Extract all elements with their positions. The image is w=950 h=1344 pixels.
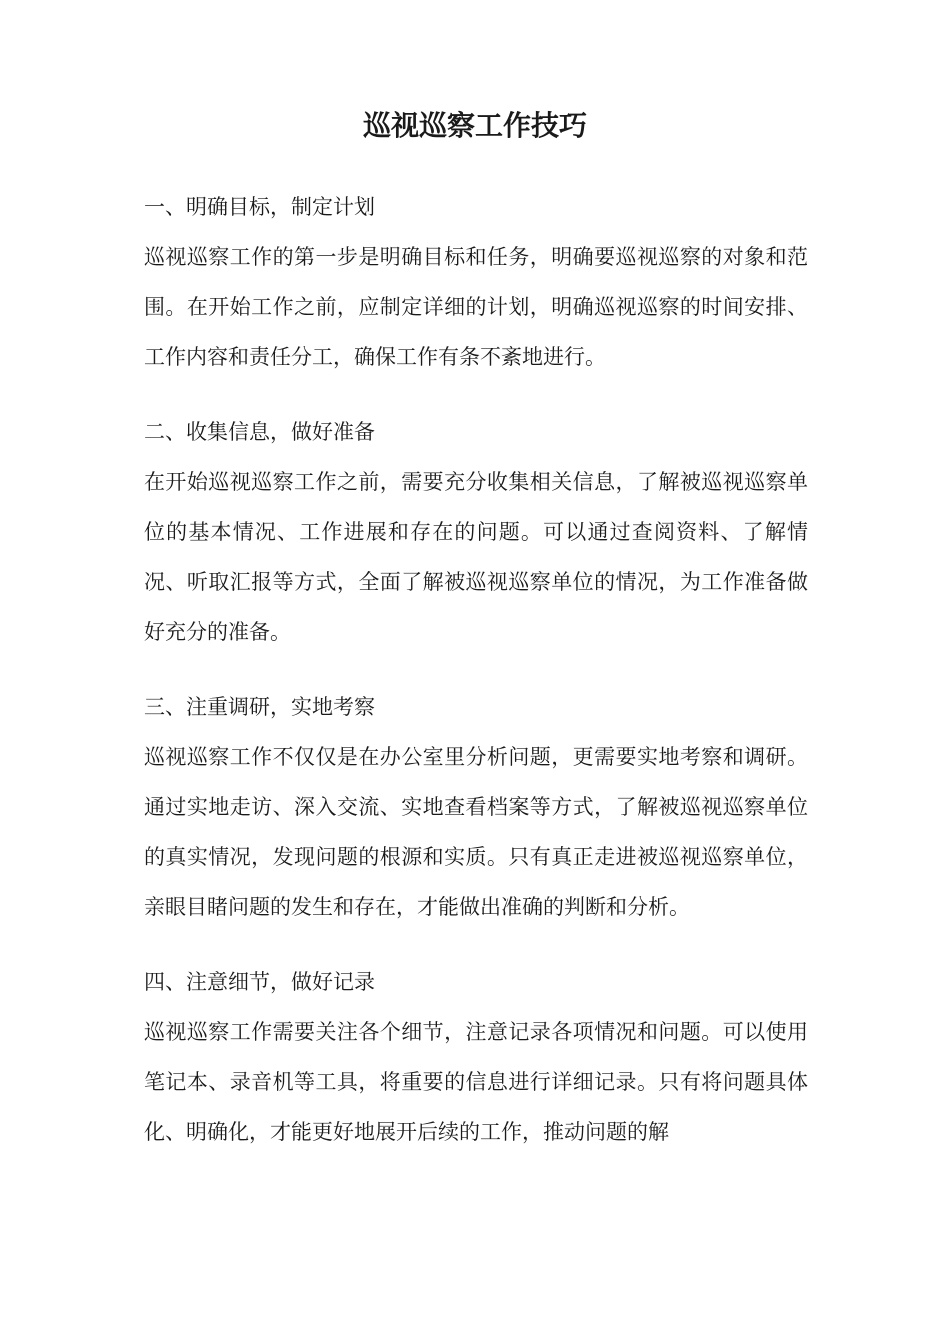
section-4: [144, 957, 808, 1157]
section-heading: 三、注重调研，实地考察: [144, 695, 375, 719]
section-paragraph: 巡视巡察工作不仅仅是在办公室里分析问题，更需要实地考察和调研。通过实地走访、深入交流、实地查看档案等方式，了解被巡视巡察单位的真实情况，发现问题的根源和实质。只有真正走进被巡视巡察单位，亲眼目睹问题的发生和存在，才能做出准确的判断和分析。: [144, 745, 808, 919]
section-paragraph: 巡视巡察工作需要关注各个细节，注意记录各项情况和问题。可以使用笔记本、录音机等工具，将重要的信息进行详细记录。只有将问题具体化、明确化，才能更好地展开后续的工作，推动问题的解: [144, 1020, 808, 1144]
section-heading: 二、收集信息，做好准备: [144, 420, 375, 444]
section-heading: 四、注意细节，做好记录: [144, 970, 375, 994]
document-body: [144, 182, 808, 1182]
section-heading: 一、明确目标，制定计划: [144, 195, 375, 219]
section-1: [144, 182, 808, 382]
document-title: 巡视巡察工作技巧: [362, 109, 587, 142]
section-paragraph: 巡视巡察工作的第一步是明确目标和任务，明确要巡视巡察的对象和范围。在开始工作之前，应制定详细的计划，明确巡视巡察的时间安排、工作内容和责任分工，确保工作有条不紊地进行。: [144, 245, 808, 369]
section-paragraph: 在开始巡视巡察工作之前，需要充分收集相关信息，了解被巡视巡察单位的基本情况、工作进展和存在的问题。可以通过查阅资料、了解情况、听取汇报等方式，全面了解被巡视巡察单位的情况，为工作准备做好充分的准备。: [144, 470, 808, 644]
section-2: [144, 407, 808, 657]
section-3: [144, 682, 808, 932]
